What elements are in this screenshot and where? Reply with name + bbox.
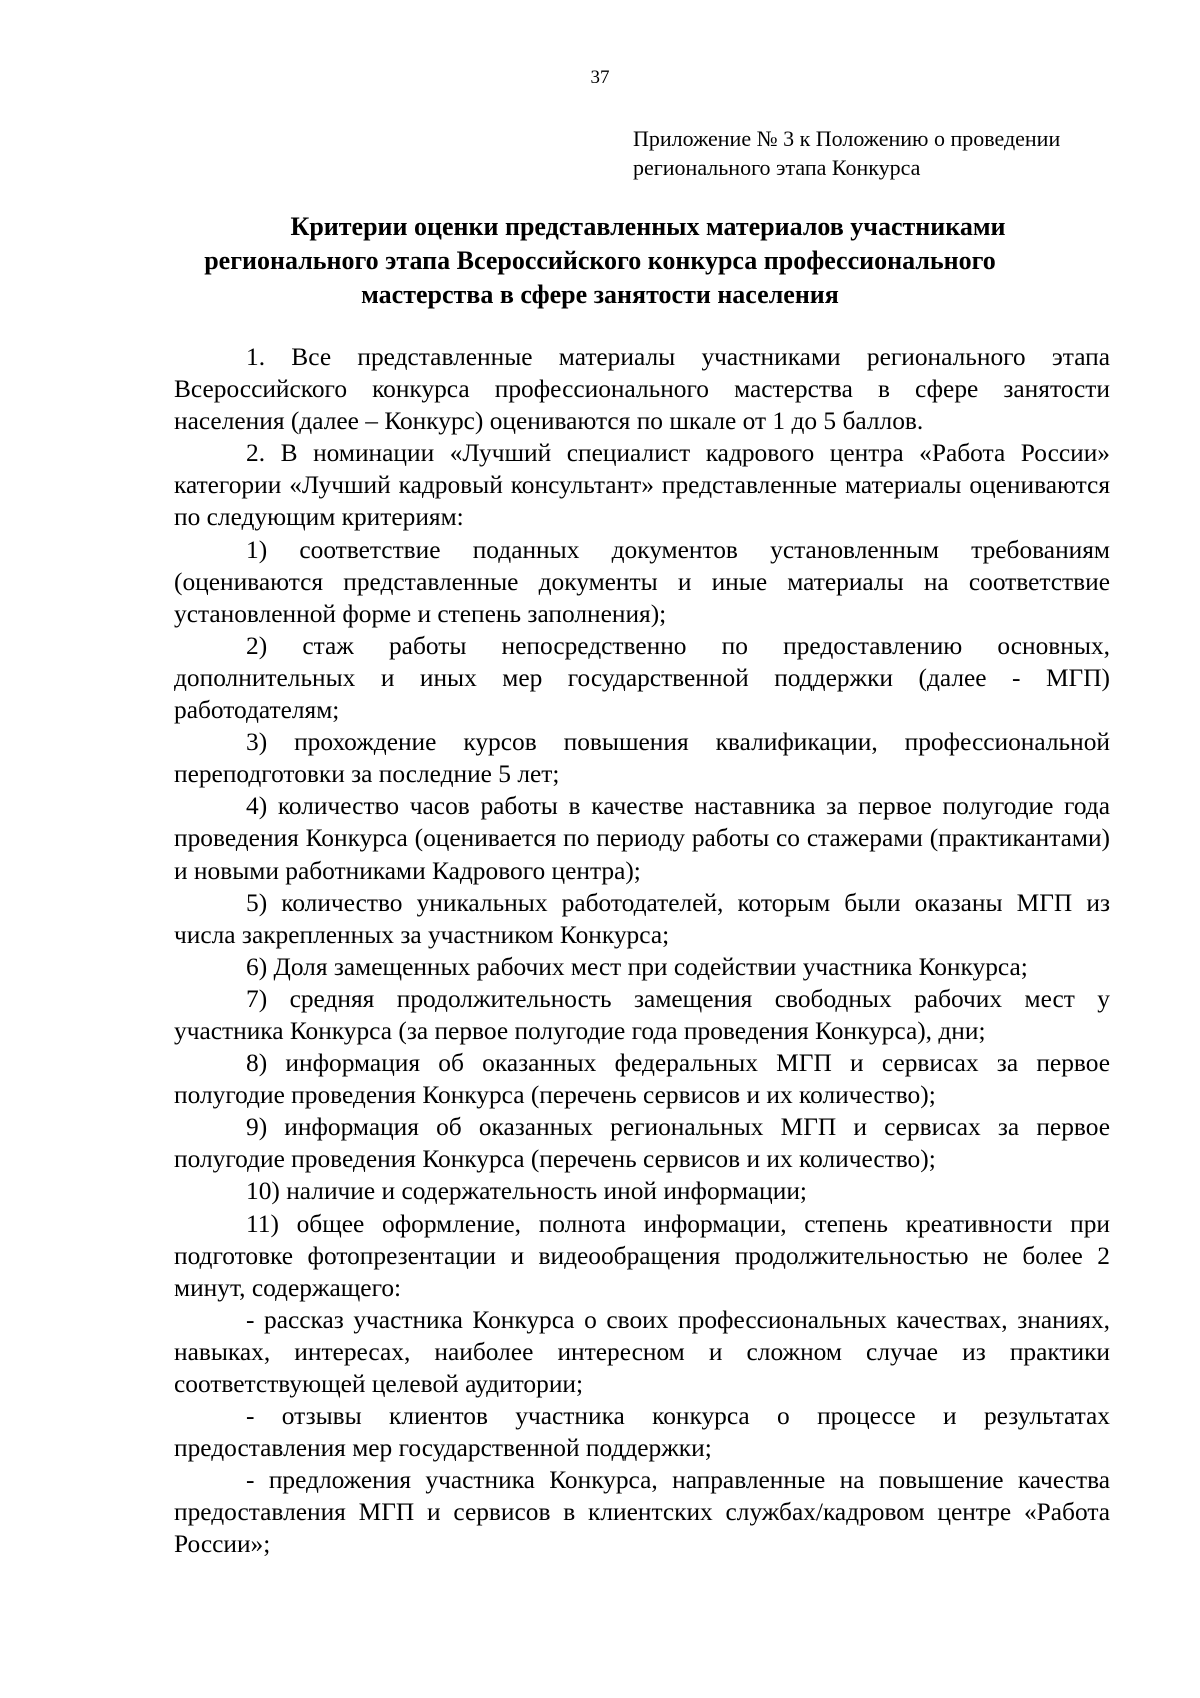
criterion-item: 7) средняя продолжительность замещения свободных рабочих мест у участника Конкурса (за первое полугодие года проведения Конкурса), дни;	[174, 984, 1110, 1045]
video-content-item: - предложения участника Конкурса, направленные на повышение качества предоставления МГП и сервисов в клиентских службах/кадровом центре «Работа России»;	[174, 1466, 1110, 1559]
criterion-item: 1) соответствие поданных документов установленным требованиям (оцениваются представленные документы и иные материалы на соответствие установленной форме и степень заполнения);	[174, 535, 1110, 628]
criterion-item: 9) информация об оказанных региональных МГП и сервисах за первое полугодие проведения Конкурса (перечень сервисов и их количество);	[174, 1113, 1110, 1174]
document-body	[174, 341, 1110, 1561]
paragraph-intro: 1. Все представленные материалы участниками регионального этапа Всероссийского конкурса профессионального мастерства в сфере занятости населения (далее – Конкурс) оцениваются по шкале от 1 до 5 баллов.	[174, 343, 1110, 436]
criterion-item: 5) количество уникальных работодателей, которым были оказаны МГП из числа закрепленных за участником Конкурса;	[174, 888, 1110, 949]
criterion-item: 4) количество часов работы в качестве наставника за первое полугодие года проведения Конкурса (оценивается по периоду работы со стажерами (практикантами) и новыми работниками Кадрового центра);	[174, 792, 1110, 885]
appendix-reference	[633, 124, 1113, 182]
title-line: мастерства в сфере занятости населения	[361, 280, 839, 309]
criterion-item: 11) общее оформление, полнота информации, степень креативности при подготовке фотопрезентации и видеообращения продолжительностью не более 2 минут, содержащего:	[174, 1209, 1110, 1302]
appendix-line: регионального этапа Конкурса	[633, 155, 921, 180]
criterion-item: 3) прохождение курсов повышения квалификации, профессиональной переподготовки за последние 5 лет;	[174, 728, 1110, 789]
video-content-item: - отзывы клиентов участника конкурса о процессе и результатах предоставления мер государственной поддержки;	[174, 1402, 1110, 1463]
page-number: 37	[590, 67, 610, 88]
title-line: регионального этапа Всероссийского конкурса профессионального	[204, 246, 996, 275]
criterion-item: 2) стаж работы непосредственно по предоставлению основных, дополнительных и иных мер государственной поддержки (далее - МГП) работодателям;	[174, 631, 1110, 725]
paragraph-nomination: 2. В номинации «Лучший специалист кадрового центра «Работа России» категории «Лучший кадровый консультант» представленные материалы оцениваются по следующим критериям:	[174, 439, 1110, 532]
video-content-item: - рассказ участника Конкурса о своих профессиональных качествах, знаниях, навыках, интересах, наиболее интересном и сложном случае из практики соответствующей целевой аудитории;	[174, 1305, 1110, 1398]
document-title	[180, 210, 1020, 312]
criterion-item: 8) информация об оказанных федеральных МГП и сервисах за первое полугодие проведения Конкурса (перечень сервисов и их количество);	[174, 1049, 1110, 1110]
appendix-line: Приложение № 3 к Положению о проведении	[633, 126, 1061, 151]
criterion-item: 10) наличие и содержательность иной информации;	[246, 1177, 807, 1206]
criterion-item: 6) Доля замещенных рабочих мест при содействии участника Конкурса;	[246, 952, 1028, 981]
title-line: Критерии оценки представленных материалов участниками	[290, 212, 1006, 241]
